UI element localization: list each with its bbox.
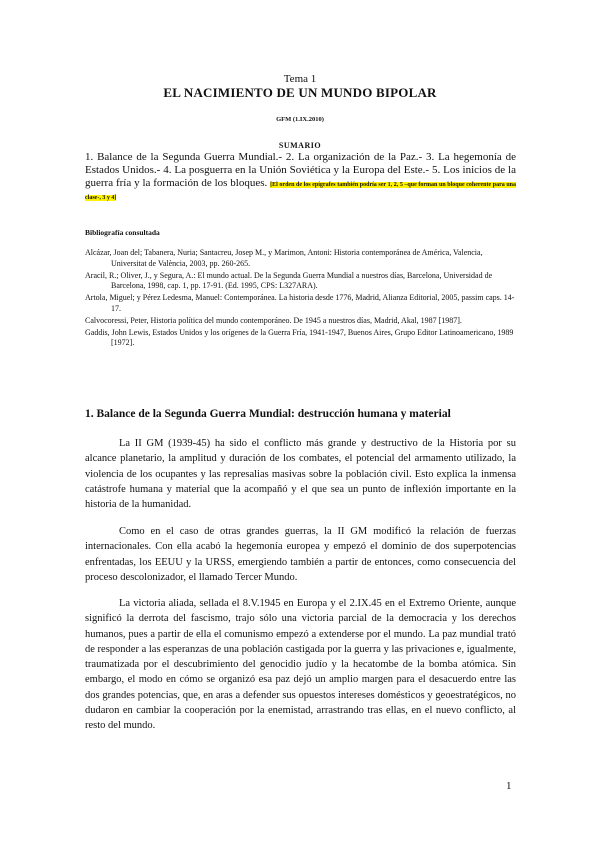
bibliography-entry: Gaddis, John Lewis, Estados Unidos y los orígenes de la Guerra Fría, 1941-1947, Buenos Aires, Grupo Editor Latinoamericano, 1989 [1972]. — [85, 327, 514, 347]
page-title: EL NACIMIENTO DE UN MUNDO BIPOLAR — [163, 85, 437, 100]
bibliography-entry: Alcázar, Joan del; Tabanera, Nuria; Santacreu, Josep M., y Marimon, Antoni: Historia contemporánea de América, Valencia, Universitat de València, 2003, pp. 260-265. — [85, 248, 483, 268]
summary-block — [85, 151, 516, 203]
bibliography-list — [85, 248, 516, 350]
summary-heading: SUMARIO — [278, 141, 322, 150]
body-paragraph: La victoria aliada, sellada el 8.V.1945 en Europa y el 2.IX.45 en el Extremo Oriente, aunque significó la derrota del fascismo, trajo sólo una victoria parcial de la democracia y los derechos humanos, pues a partir de ella el comunismo empezó a extenderse por el mundo. La paz mundial trató de responder a las esperanzas de una población castigada por la guerra y las privaciones e, igualmente, traumatizada por el descubrimiento del genocidio judío y la hecatombe de la bomba atómica. Sin embargo, el modo en cómo se organizó esa paz dejó un amplio margen para el desacuerdo entre las dos grandes potencias, que, en aras a defender sus opuestos intereses domésticos y geoestratégicos, no dudaron en cambiar la cooperación por la enemistad, arrastrando tras ellas, en el nuevo conflicto, al resto del mundo. — [85, 598, 516, 732]
topic-number: Tema 1 — [283, 73, 317, 85]
summary-highlight-note: [El orden de los epígrafes también podría ser 1, 2, 5 –que forman un bloque coherente para una clase-, 3 y 4] — [85, 182, 517, 201]
section-heading: 1. Balance de la Segunda Guerra Mundial: destrucción humana y material — [85, 408, 451, 420]
body-paragraph: La II GM (1939-45) ha sido el conflicto más grande y destructivo de la Historia por su alcance planetario, la amplitud y duración de los combates, el potencial del armamento utilizado, la violencia de los ocupantes y las represalias masivas sobre la población civil. Esto explica la inmensa catástrofe humana y material que la acompañó y el que sea un punto de inflexión importante en la historia de la humanidad. — [85, 438, 516, 511]
bibliography-entry: Artola, Miguel; y Pérez Ledesma, Manuel: Contemporánea. La historia desde 1776, Madrid, Alianza Editorial, 2005, passim caps. 14-17. — [85, 293, 515, 313]
author-date: GFM (1.IX.2010) — [276, 116, 324, 123]
body-paragraph: Como en el caso de otras grandes guerras, la II GM modificó la relación de fuerzas internacionales. Con ella acabó la hegemonía europea y empezó el dominio de dos superpotencias enfrentadas, los EEUU y la URSS, emergiendo también a partir de entonces, como consecuencia del proceso descolonizador, el llamado Tercer Mundo. — [85, 526, 516, 583]
bibliography-entry: Calvocoressi, Peter, Historia política del mundo contemporáneo. De 1945 a nuestros días, Madrid, Akal, 1987 [1987]. — [85, 315, 462, 325]
bibliography-heading: Bibliografía consultada — [85, 228, 160, 237]
page-number: 1 — [506, 780, 512, 792]
bibliography-entry: Aracil, R.; Oliver, J., y Segura, A.: El mundo actual. De la Segunda Guerra Mundial a nuestros días, Barcelona, Universidad de Barcelona, 1998, cap. 1, pp. 17-91. (Ed. 1995, CPS: L327ARA). — [85, 270, 493, 290]
summary-text: 1. Balance de la Segunda Guerra Mundial.- 2. La organización de la Paz.- 3. La hegemonía de Estados Unidos.- 4. La posguerra en la Unión Soviética y la Europa del Este.- 5. Los inicios de la guerra fría y la formación de los bloques. — [85, 151, 516, 189]
